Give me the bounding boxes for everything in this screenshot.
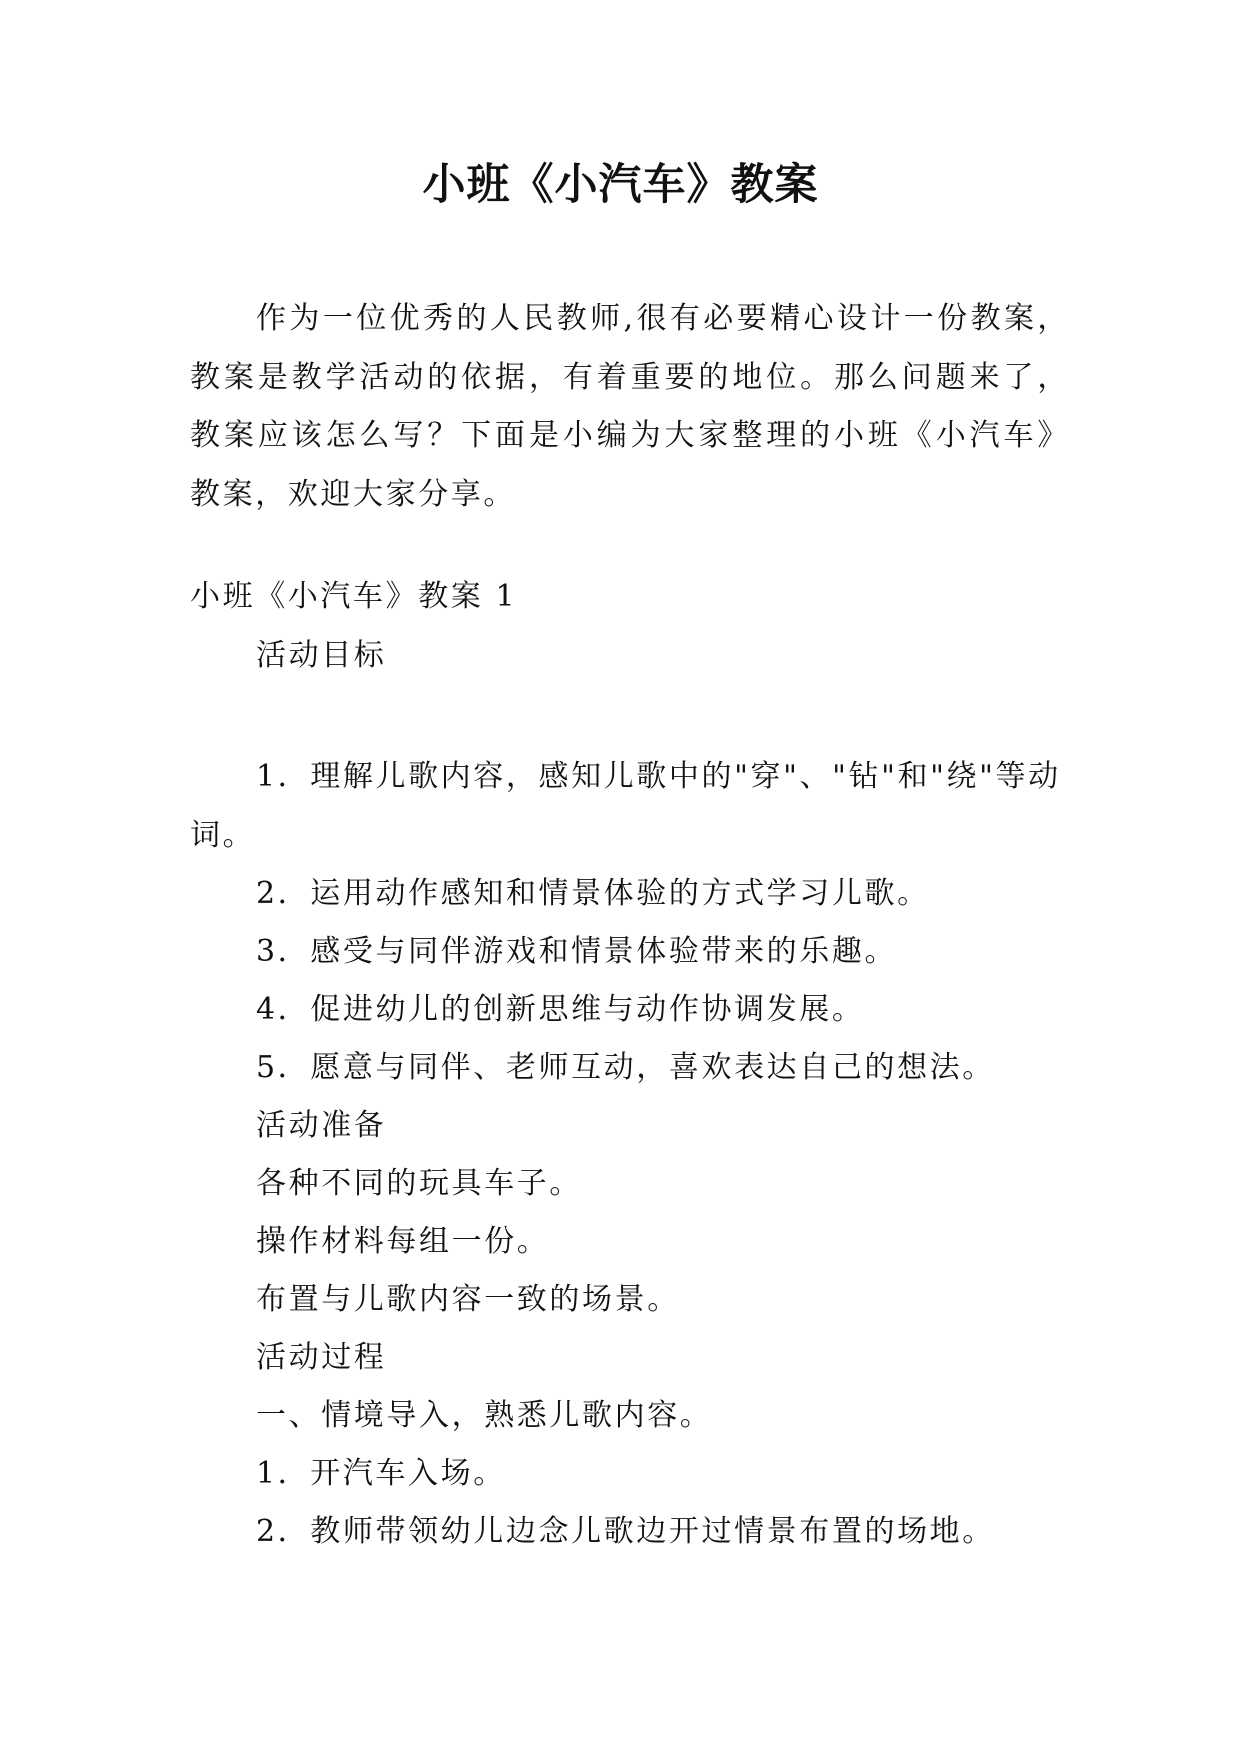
prep-heading: 活动准备 (256, 1108, 387, 1143)
prep-item-2: 操作材料每组一份。 (256, 1224, 550, 1259)
prep-item-3: 布置与儿歌内容一致的场景。 (256, 1282, 680, 1317)
goal-item-1: 1．理解儿歌内容，感知儿歌中的"穿"、"钻"和"绕"等动词。 (190, 759, 1061, 853)
goal-item-2: 2．运用动作感知和情景体验的方式学习儿歌。 (256, 876, 930, 911)
process-heading: 活动过程 (256, 1340, 387, 1375)
process-item-2: 1．开汽车入场。 (256, 1456, 506, 1491)
intro-paragraph: 作为一位优秀的人民教师,很有必要精心设计一份教案，教案是教学活动的依据，有着重要的地位。那么问题来了，教案应该怎么写？下面是小编为大家整理的小班《小汽车》教案，欢迎大家分享。 (190, 301, 1070, 512)
goals-heading: 活动目标 (256, 638, 387, 673)
goal-item-5: 5．愿意与同伴、老师互动，喜欢表达自己的想法。 (256, 1050, 995, 1085)
document-title: 小班《小汽车》教案 (422, 160, 819, 210)
section-title: 小班《小汽车》教案 1 (190, 579, 518, 614)
goal-item-3: 3．感受与同伴游戏和情景体验带来的乐趣。 (256, 934, 898, 969)
process-item-1: 一、情境导入，熟悉儿歌内容。 (256, 1398, 713, 1433)
goal-item-4: 4．促进幼儿的创新思维与动作协调发展。 (256, 992, 865, 1027)
process-item-3: 2．教师带领幼儿边念儿歌边开过情景布置的场地。 (256, 1514, 995, 1549)
prep-item-1: 各种不同的玩具车子。 (256, 1166, 582, 1201)
